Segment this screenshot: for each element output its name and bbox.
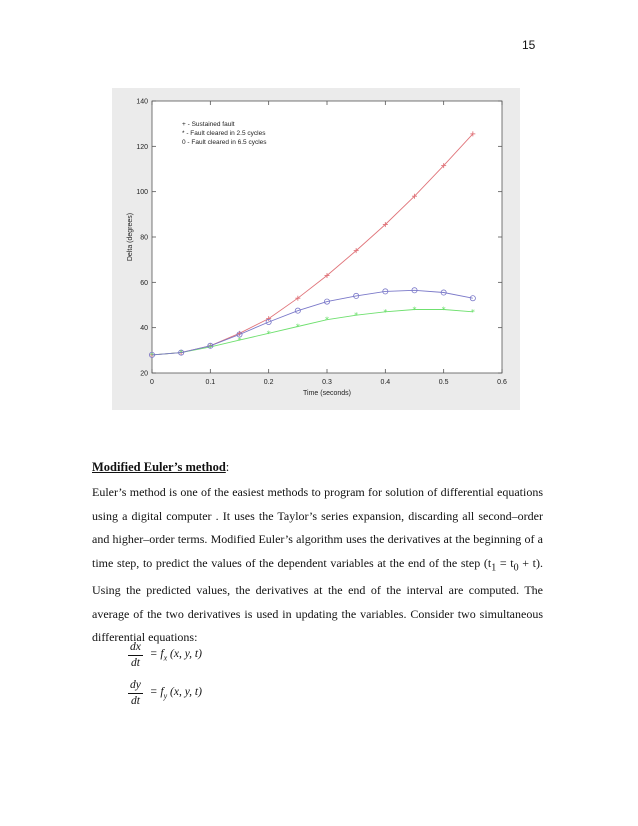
section-heading-colon: :	[225, 460, 230, 474]
fraction	[128, 640, 143, 671]
numerator: dy	[128, 678, 143, 694]
section-heading	[92, 460, 229, 475]
equation-args: (x, y, t)	[167, 648, 202, 661]
page-number: 15	[522, 38, 536, 52]
equation-args: (x, y, t)	[167, 686, 202, 699]
equation-rhs	[150, 648, 202, 662]
legend-entry: * - Fault cleared in 2.5 cycles	[182, 130, 266, 137]
fraction	[128, 678, 143, 709]
numerator: dx	[128, 640, 143, 656]
data-point: *	[150, 350, 154, 360]
legend-entry: + - Sustained fault	[182, 121, 235, 128]
data-point: *	[412, 305, 417, 315]
y-tick-label: 20	[140, 370, 148, 378]
denominator: dt	[130, 695, 140, 707]
data-point: *	[441, 305, 446, 315]
data-point: *	[325, 315, 329, 325]
paragraph-sub0: 0	[513, 561, 519, 573]
equation-rhs	[150, 686, 202, 700]
y-tick-label: 120	[136, 143, 148, 151]
equation-subscript: y	[163, 691, 168, 701]
section-heading-title: Modified Euler’s method	[92, 460, 226, 474]
data-point: *	[295, 322, 300, 332]
data-point: *	[237, 336, 242, 346]
paragraph-sub1: 1	[491, 561, 497, 573]
legend-entry: 0 - Fault cleared in 6.5 cycles	[182, 139, 267, 146]
paragraph-text: Euler’s method is one of the easiest methods to program for solution of differential equations using a digital computer . It uses the Taylor’s series expansion, discarding all second–order and higher–order terms. Modified Euler’s algorithm uses the derivatives at the beginning of a time step, to predict the values of the dependent variables at the end of the step (t	[92, 485, 543, 570]
data-point: *	[354, 311, 359, 321]
equation-subscript: x	[163, 653, 168, 663]
y-tick-label: 60	[140, 279, 148, 287]
data-point: *	[383, 307, 388, 317]
x-tick-label: 0.4	[380, 379, 391, 386]
y-tick-label: 40	[140, 325, 148, 333]
x-axis-label: Time (seconds)	[303, 390, 351, 397]
equation-fn: = f	[149, 686, 164, 699]
figure	[112, 88, 520, 410]
equation-dy	[128, 678, 202, 709]
y-axis-label: Delta (degrees)	[127, 212, 134, 262]
delta-vs-time-chart	[112, 88, 520, 410]
x-tick-label: 0.6	[497, 379, 507, 386]
x-tick-label: 0.2	[263, 379, 274, 386]
paragraph-tail: + t). Using the predicted values, the derivatives at the end of the interval are computed. The average of the two derivatives is used in updating the variables. Consider two simultaneous differential equations:	[92, 555, 543, 645]
y-tick-label: 80	[140, 234, 148, 242]
x-tick-label: 0	[150, 379, 154, 386]
data-point: *	[470, 307, 475, 317]
paragraph-mid: = t	[496, 555, 514, 570]
y-tick-label: 100	[136, 189, 148, 197]
x-tick-label: 0.1	[205, 379, 216, 386]
denominator: dt	[130, 657, 140, 669]
equation-dx	[128, 640, 202, 671]
x-tick-label: 0.5	[438, 379, 449, 386]
data-point: *	[208, 342, 213, 352]
body-paragraph	[92, 481, 543, 650]
x-tick-label: 0.3	[322, 379, 332, 386]
data-point: *	[179, 348, 184, 358]
y-tick-label: 140	[136, 98, 148, 106]
data-point: *	[266, 329, 271, 339]
equation-fn: = f	[149, 648, 164, 661]
